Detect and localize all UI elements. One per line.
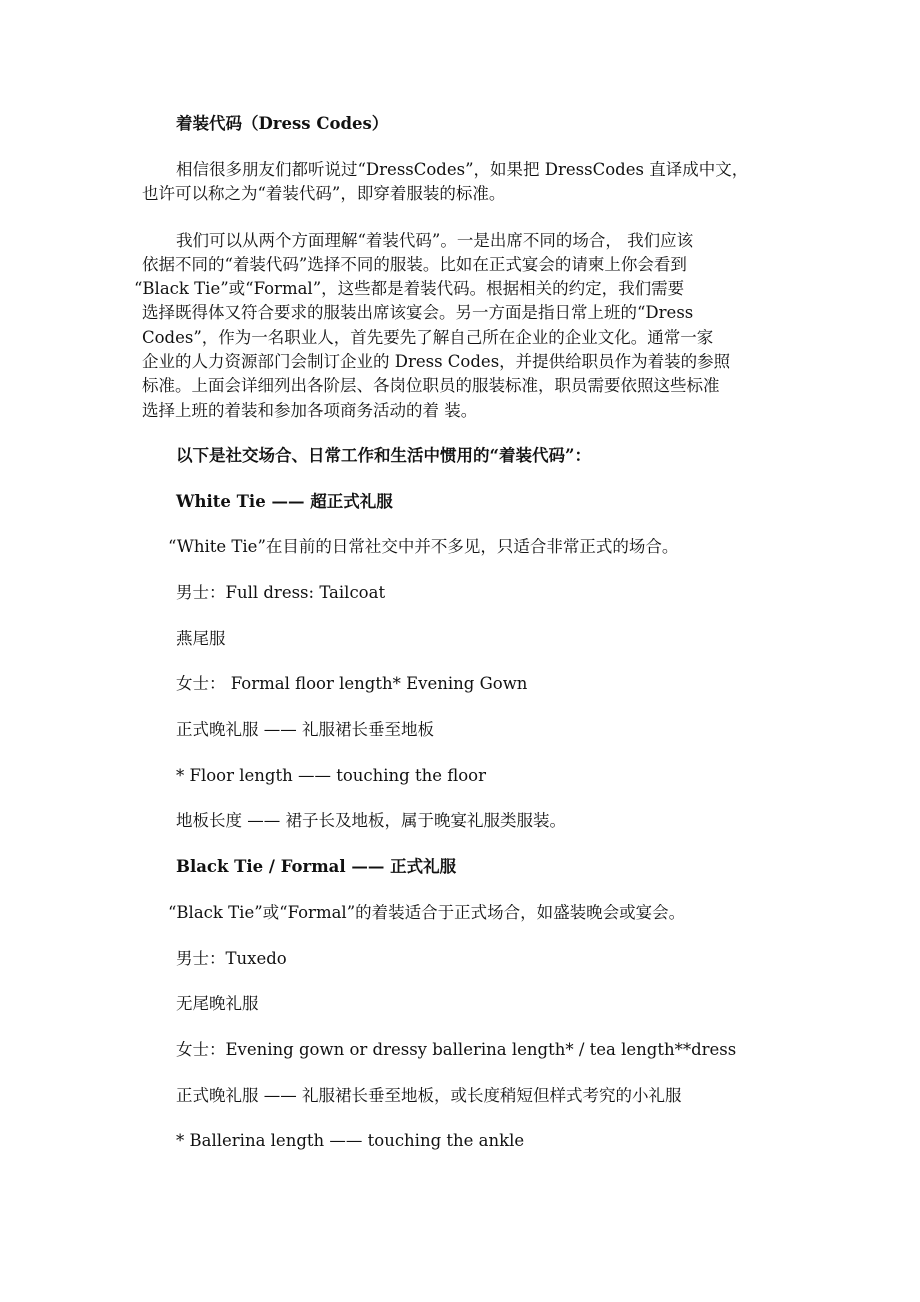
paragraph-line: 标准。上面会详细列出各阶层、各岗位职员的服装标准，职员需要依照这些标准 xyxy=(142,376,720,396)
paragraph-line: 也许可以称之为“着装代码”，即穿着服装的标准。 xyxy=(142,184,506,204)
explanation-paragraph xyxy=(134,229,792,423)
list-item: 男士：Tuxedo xyxy=(176,948,287,968)
list-item: “White Tie”在目前的日常社交中并不多见，只适合非常正式的场合。 xyxy=(168,537,679,557)
section-heading: Black Tie / Formal —— 正式礼服 xyxy=(176,857,457,877)
dress-code-list xyxy=(142,444,792,1153)
list-item: 女士： Formal floor length* Evening Gown xyxy=(176,674,528,694)
list-item: “Black Tie”或“Formal”的着装适合于正式场合，如盛装晚会或宴会。 xyxy=(168,902,686,922)
paragraph-line: 选择既得体又符合要求的服装出席该宴会。另一方面是指日常上班的“Dress xyxy=(142,303,694,323)
paragraph-line: “Black Tie”或“Formal”，这些都是着装代码。根据相关的约定，我们需要 xyxy=(134,279,685,299)
section-heading: 以下是社交场合、日常工作和生活中惯用的“着装代码”： xyxy=(176,445,591,465)
paragraph-line: 企业的人力资源部门会制订企业的 Dress Codes，并提供给职员作为着装的参照 xyxy=(142,352,731,372)
document-page xyxy=(134,112,792,1175)
list-item: * Ballerina length —— touching the ankle xyxy=(176,1131,525,1151)
list-item: * Floor length —— touching the floor xyxy=(176,765,486,785)
document-title: 着装代码（Dress Codes） xyxy=(176,114,389,133)
list-item: 地板长度 —— 裙子长及地板，属于晚宴礼服类服装。 xyxy=(176,811,566,831)
list-item: 正式晚礼服 —— 礼服裙长垂至地板 xyxy=(176,720,434,740)
list-item: 正式晚礼服 —— 礼服裙长垂至地板，或长度稍短但样式考究的小礼服 xyxy=(176,1085,682,1105)
paragraph-line: 选择上班的着装和参加各项商务活动的着 装。 xyxy=(142,400,478,420)
section-heading: White Tie —— 超正式礼服 xyxy=(176,491,393,511)
list-item: 男士：Full dress: Tailcoat xyxy=(176,583,386,603)
paragraph-line: 我们可以从两个方面理解“着装代码”。一是出席不同的场合， 我们应该 xyxy=(176,230,694,250)
list-item: 燕尾服 xyxy=(176,628,226,648)
paragraph-line: Codes”，作为一名职业人，首先要先了解自己所在企业的企业文化。通常一家 xyxy=(142,327,714,347)
list-item: 无尾晚礼服 xyxy=(176,994,259,1014)
paragraph-line: 相信很多朋友们都听说过“DressCodes”，如果把 DressCodes 直译成中文， xyxy=(176,160,749,179)
list-item: 女士：Evening gown or dressy ballerina length* / tea length**dress xyxy=(176,1039,737,1059)
paragraph-line: 依据不同的“着装代码”选择不同的服装。比如在正式宴会的请柬上你会看到 xyxy=(142,254,687,274)
intro-paragraph xyxy=(142,158,792,207)
